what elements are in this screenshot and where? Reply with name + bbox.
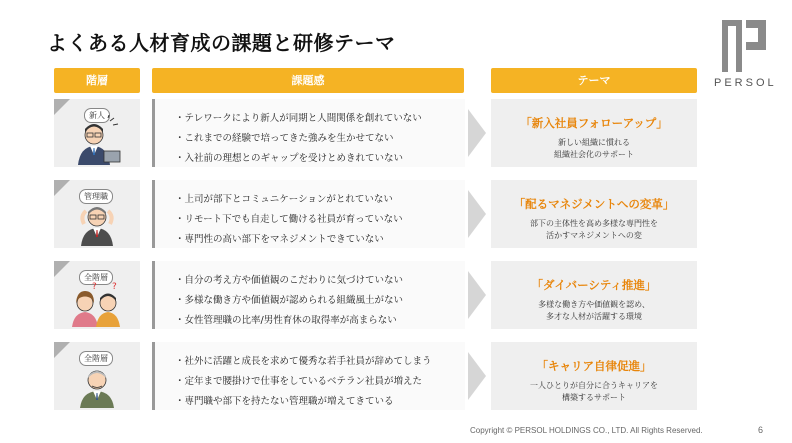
issue-text: ・専門性の高い部下をマネジメントできていない: [175, 234, 384, 245]
level-tag: 管理職: [79, 189, 113, 204]
issue-text: ・多様な働き方や価値観が認められる組織風土がない: [175, 295, 404, 306]
theme-description: 一人ひとりが自分に合うキャリアを 構築するサポート: [530, 381, 658, 402]
theme-title: 「新入社員フォローアップ」: [520, 116, 668, 130]
issue-text: ・リモート下でも自走して働ける社員が育っていない: [175, 214, 403, 225]
level-tag: 全階層: [79, 351, 113, 366]
chevron-right-icon: [468, 352, 486, 400]
page-number: 6: [758, 425, 764, 435]
header-issues: 課題感: [152, 68, 464, 93]
level-cell: [54, 261, 140, 329]
table-row: [0, 342, 792, 410]
page-title: よくある人材育成の課題と研修テーマ: [47, 31, 396, 55]
manager-icon: [68, 196, 126, 246]
issues-cell: [152, 99, 465, 167]
issue-text: ・女性管理職の比率/男性育休の取得率が高まらない: [175, 315, 397, 326]
theme-cell: [491, 99, 697, 167]
logo-text: PERSOL: [714, 77, 777, 89]
svg-text:?: ?: [112, 282, 117, 292]
issue-text: ・上司が部下とコミュニケーションがとれていない: [175, 194, 393, 205]
issue-text: ・定年まで腰掛けで仕事をしているベテラン社員が増えた: [175, 376, 423, 387]
theme-cell: [491, 261, 697, 329]
theme-cell: [491, 180, 697, 248]
theme-title: 「配るマネジメントへの変革」: [513, 197, 675, 211]
level-tag: 新人: [84, 108, 110, 123]
issues-cell: [152, 180, 465, 248]
table-row: [0, 180, 792, 248]
level-cell: [54, 99, 140, 167]
theme-description: 部下の主体性を高め多様な専門性を 活かすマネジメントへの変: [530, 219, 658, 240]
copyright-text: Copyright © PERSOL HOLDINGS CO., LTD. All Rights Reserved.: [470, 426, 703, 435]
diverse-employees-icon: [68, 277, 126, 327]
chevron-right-icon: [468, 109, 486, 157]
issues-cell: [152, 342, 465, 410]
persol-logo-icon: [722, 20, 766, 72]
svg-text:?: ?: [92, 282, 97, 292]
issue-text: ・入社前の理想とのギャップを受けとめきれていない: [175, 153, 404, 164]
issues-cell: [152, 261, 465, 329]
senior-employee-icon: [68, 358, 126, 408]
level-cell: [54, 180, 140, 248]
issue-text: ・自分の考え方や価値観のこだわりに気づけていない: [175, 275, 404, 286]
theme-description: 多様な働き方や価値観を認め、 多才な人材が活躍する環境: [538, 300, 650, 321]
theme-title: 「キャリア自律促進」: [536, 359, 652, 373]
theme-description: 新しい組織に慣れる 組織社会化のサポート: [554, 138, 634, 159]
chevron-right-icon: [468, 271, 486, 319]
theme-cell: [491, 342, 697, 410]
table-row: [0, 99, 792, 167]
issue-text: ・テレワークにより新人が同期と人間関係を創れていない: [175, 113, 422, 124]
issue-text: ・専門職や部下を持たない管理職が増えてきている: [175, 396, 394, 407]
level-tag: 全階層: [79, 270, 113, 285]
chevron-right-icon: [468, 190, 486, 238]
table-row: [0, 261, 792, 329]
header-theme: テーマ: [491, 68, 697, 93]
issue-text: ・これまでの経験で培ってきた強みを生かせてない: [175, 133, 394, 144]
header-level: 階層: [54, 68, 140, 93]
level-cell: [54, 342, 140, 410]
theme-title: 「ダイバーシティ推進」: [531, 278, 657, 292]
issue-text: ・社外に活躍と成長を求めて優秀な若手社員が辞めてしまう: [175, 356, 432, 367]
new-employee-icon: [68, 115, 126, 165]
